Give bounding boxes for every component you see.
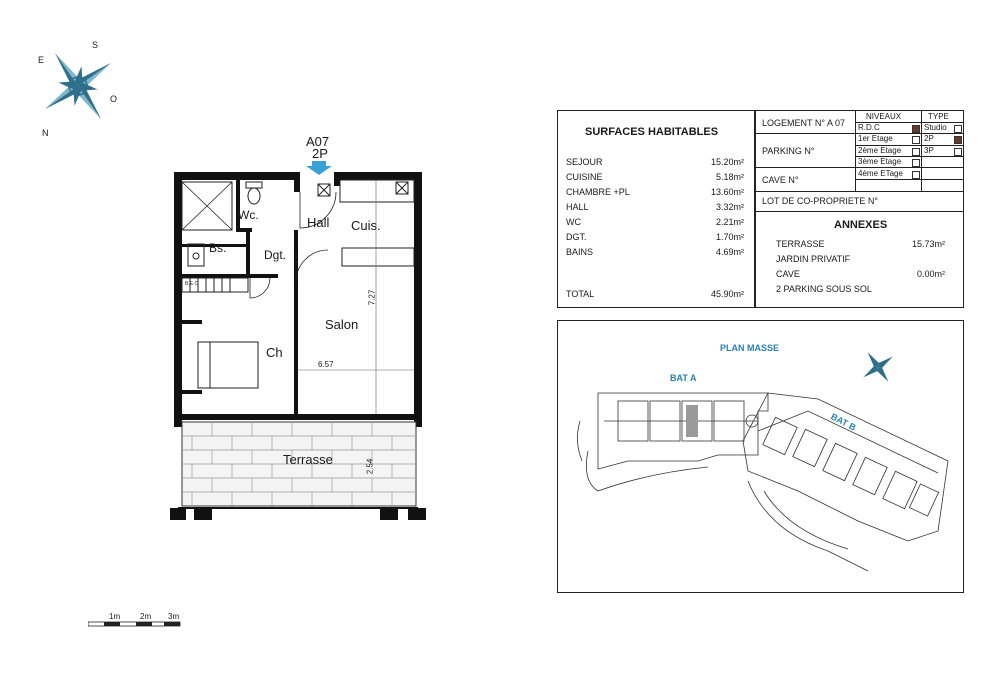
- surface-value: 4.69m²: [715, 247, 744, 257]
- surface-row: [566, 157, 744, 170]
- niveau-label: 1er Etage: [858, 134, 893, 144]
- surface-value: 2.21m²: [715, 217, 744, 227]
- surface-value: 13.60m²: [710, 187, 744, 197]
- annexe-name: 2 PARKING SOUS SOL: [776, 284, 872, 294]
- dimension-d2: 6.57: [318, 360, 334, 369]
- annexe-name: JARDIN PRIVATIF: [776, 254, 851, 264]
- surface-row: [566, 247, 744, 260]
- apartment-type: 2P: [312, 146, 328, 161]
- annexes-title: ANNEXES: [834, 219, 888, 231]
- apartment-id: A07: [306, 134, 330, 149]
- compass-o-label: O: [110, 94, 118, 104]
- surface-name: SEJOUR: [566, 157, 603, 167]
- plan-masse-panel: [557, 320, 964, 593]
- surface-row: [566, 172, 744, 185]
- annexe-value: 0.00m²: [916, 269, 945, 279]
- niveau-label: 3ème Etage: [858, 157, 902, 167]
- room-wm-label: B.E.C: [185, 281, 199, 287]
- annexe-row: [776, 239, 945, 252]
- niveau-checkbox[interactable]: [912, 148, 920, 156]
- surfaces-total-row: [566, 289, 744, 302]
- surface-row: [566, 187, 744, 200]
- surfaces-total-value: 45.90m²: [710, 289, 744, 299]
- niveau-checkbox[interactable]: [912, 125, 920, 133]
- type-label: 2P: [924, 134, 934, 144]
- room-cuisine-label: Cuis.: [351, 218, 381, 233]
- cave-label: CAVE N°: [762, 175, 799, 185]
- type-checkbox[interactable]: [954, 125, 962, 133]
- scale-3m: 3m: [168, 612, 180, 621]
- niveau-checkbox[interactable]: [912, 171, 920, 179]
- room-chambre-label: Ch: [266, 345, 283, 360]
- surface-name: BAINS: [566, 247, 594, 257]
- niveaux-header: NIVEAUX: [866, 112, 902, 121]
- lot-label: LOT DE CO-PROPRIETE N°: [762, 196, 878, 206]
- floor-plan: [168, 170, 430, 522]
- room-terrasse-label: Terrasse: [283, 452, 333, 467]
- bat-b-label: BAT B: [829, 411, 858, 433]
- plan-masse-title: PLAN MASSE: [720, 343, 780, 353]
- type-header: TYPE: [928, 112, 949, 121]
- annexe-row: [776, 284, 945, 297]
- parking-label: PARKING N°: [762, 146, 815, 156]
- type-label: Studio: [924, 123, 947, 132]
- dimension-d1: 7.27: [367, 289, 377, 306]
- info-table: [755, 110, 964, 308]
- niveau-label: 4ème ETage: [858, 168, 903, 178]
- surface-row: [566, 232, 744, 245]
- niveau-checkbox[interactable]: [912, 159, 920, 167]
- surfaces-table: [557, 110, 755, 308]
- annexe-name: CAVE: [776, 269, 800, 279]
- annexe-row: [776, 269, 945, 282]
- scale-bar: [88, 620, 184, 630]
- surface-value: 5.18m²: [715, 172, 744, 182]
- type-label: 3P: [924, 145, 934, 155]
- niveau-label: R.D.C: [858, 123, 880, 132]
- surface-value: 15.20m²: [710, 157, 744, 167]
- scale-2m: 2m: [140, 612, 152, 621]
- niveau-label: 2ème Etage: [858, 145, 902, 155]
- surface-name: CUISINE: [566, 172, 603, 182]
- niveau-checkbox[interactable]: [912, 136, 920, 144]
- surfaces-title: SURFACES HABITABLES: [585, 126, 719, 138]
- surface-name: HALL: [566, 202, 589, 212]
- compass-rose-icon: [30, 38, 130, 138]
- compass-s-label: S: [92, 40, 99, 50]
- compass-n-label: N: [42, 128, 49, 138]
- annexe-name: TERRASSE: [776, 239, 825, 249]
- surfaces-total-label: TOTAL: [566, 289, 595, 299]
- surface-value: 1.70m²: [715, 232, 744, 242]
- type-checkbox[interactable]: [954, 136, 962, 144]
- logement-label: LOGEMENT N° A 07: [762, 118, 845, 128]
- surface-row: [566, 217, 744, 230]
- type-checkbox[interactable]: [954, 148, 962, 156]
- dimension-d3: 2.54: [365, 458, 375, 475]
- room-bains-label: Bs.: [209, 241, 227, 255]
- site-plan-drawing: [568, 381, 958, 581]
- annexe-value: 15.73m²: [911, 239, 945, 249]
- annexe-row: [776, 254, 945, 267]
- compass-e-label: E: [38, 55, 45, 65]
- scale-1m: 1m: [109, 612, 121, 621]
- bat-a-label: BAT A: [670, 373, 697, 383]
- room-wc-label: Wc.: [238, 208, 259, 222]
- room-hall-label: Hall: [307, 215, 330, 230]
- surface-row: [566, 202, 744, 215]
- room-dgt-label: Dgt.: [264, 248, 287, 262]
- surface-value: 3.32m²: [715, 202, 744, 212]
- surface-name: WC: [566, 217, 581, 227]
- surface-name: DGT.: [566, 232, 587, 242]
- surface-name: CHAMBRE +PL: [566, 187, 630, 197]
- room-salon-label: Salon: [325, 317, 359, 332]
